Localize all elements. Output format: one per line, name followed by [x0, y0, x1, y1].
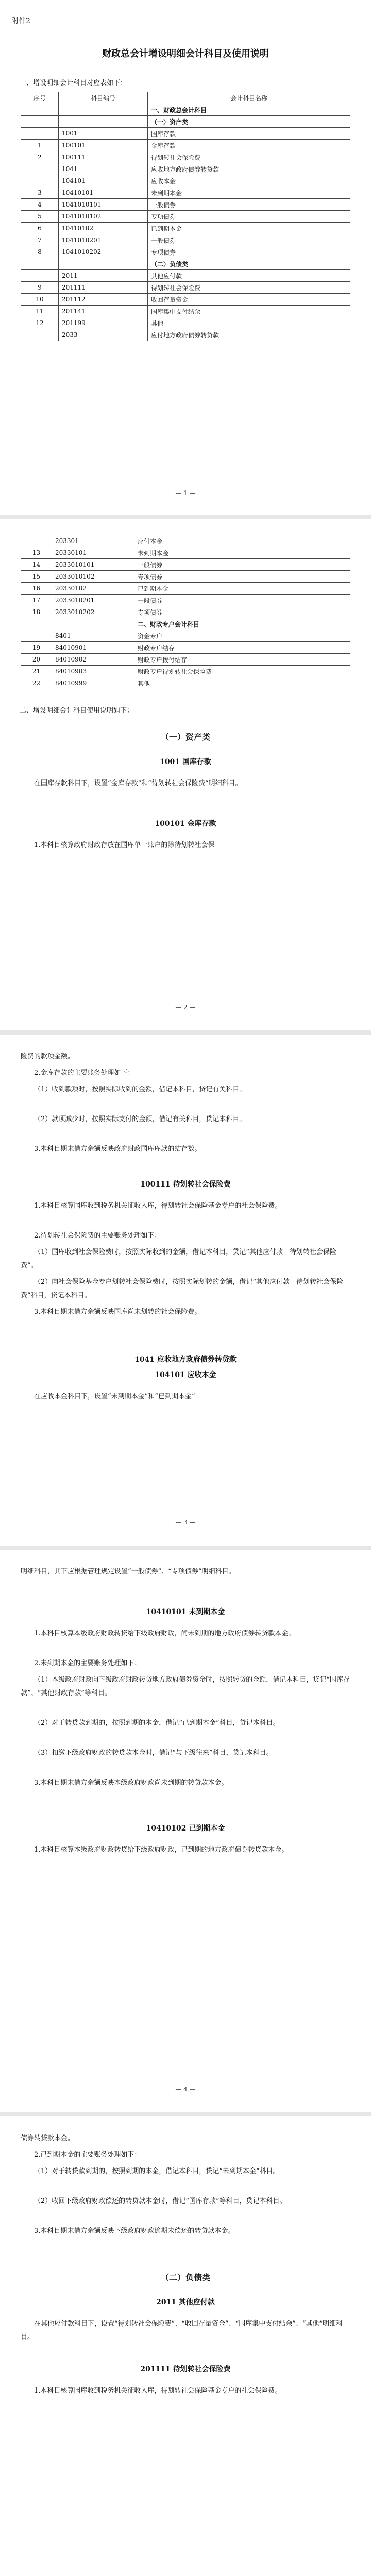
cell-code: 201111 [59, 282, 148, 294]
heading-201111: 201111 待划转社会保险费 [140, 2365, 231, 2374]
cell-name: 专项债券 [134, 571, 350, 583]
cell-index: 16 [21, 583, 52, 595]
cell-name: 财政专户拨付结存 [134, 654, 350, 666]
cell-index: 9 [21, 282, 59, 294]
page-number: — 1 — [175, 489, 196, 497]
cell-index: 20 [21, 654, 52, 666]
cell-code: 2033010202 [52, 606, 134, 618]
table-row [21, 547, 350, 559]
paragraph: （2）向社会保险基金专户划转社会保险费时，按照实际划转的金额，借记“其他应付款—待划转社会保险费”科目，贷记本科目。 [21, 1278, 343, 1299]
paragraph: 1.本科目核算国库收到税务机关征收入库，待划转社会保险基金专户的社会保险费。 [34, 1202, 282, 1210]
paragraph: 1.本科目核算本级政府财政转贷给下级政府财政，尚未到期的地方政府债券转贷款本金。 [34, 1630, 295, 1637]
cell-name: 未到期本金 [134, 547, 350, 559]
cell-index: 12 [21, 317, 59, 329]
cell-code [52, 618, 134, 630]
table-row [21, 199, 350, 211]
table-row [21, 606, 350, 618]
cell-code: 84010901 [52, 642, 134, 654]
cell-code: 1041010201 [59, 234, 148, 246]
cell-index: 8 [21, 246, 59, 258]
attachment-label: 附件2 [11, 17, 30, 25]
cell-name: 其他 [134, 677, 350, 689]
cell-index: 21 [21, 666, 52, 677]
cell-code: 201112 [59, 294, 148, 306]
cell-index: 11 [21, 306, 59, 317]
col-header: 科目编号 [59, 92, 148, 104]
cell-code: 2011 [59, 270, 148, 282]
cell-name: 一般债券 [134, 559, 350, 571]
cell-code: 1041010102 [59, 211, 148, 223]
cell-name: 收回存量资金 [148, 294, 350, 306]
cell-name: 其他 [148, 317, 350, 329]
cell-name: 已到期本金 [134, 583, 350, 595]
cell-index [21, 104, 59, 116]
cell-name: 金库存款 [148, 140, 350, 151]
heading-10410101: 10410101 未到期本金 [146, 1608, 225, 1616]
cell-name: 资金专户 [134, 630, 350, 642]
cell-name: 专项债券 [148, 211, 350, 223]
heading-2011: 2011 其他应付款 [156, 2298, 215, 2307]
paragraph: 2.未到期本金的主要账务处理如下： [34, 1659, 141, 1667]
doc-title: 财政总会计增设明细会计科目及使用说明 [102, 48, 269, 59]
paragraph: （1）收到款项时，按照实际收到的金额，借记本科目，贷记有关科目。 [34, 1086, 246, 1093]
cell-name: 专项债券 [134, 606, 350, 618]
cell-index: 4 [21, 199, 59, 211]
cell-name: 一般债券 [134, 595, 350, 606]
cell-index: 2 [21, 151, 59, 163]
heading-assets: （一）资产类 [160, 732, 210, 742]
paragraph: （1）国库收到社会保险费时，按照实际收到的金额，借记本科目，贷记“其他应付款—待划转社会保险费”。 [21, 1248, 336, 1269]
cell-name: 应付本金 [134, 535, 350, 547]
cell-code [59, 104, 148, 116]
table-row [21, 246, 350, 258]
table-row [21, 583, 350, 595]
cell-name: 国库存款 [148, 128, 350, 140]
cell-index: 17 [21, 595, 52, 606]
page-separator [0, 1546, 371, 1550]
cell-name: 待划转社会保险费 [148, 151, 350, 163]
heading-100101: 100101 金库存款 [155, 820, 216, 828]
cell-index: 10 [21, 294, 59, 306]
table-row [21, 677, 350, 689]
table-row [21, 559, 350, 571]
cell-name: 其他应付款 [148, 270, 350, 282]
paragraph: （2）收回下级政府财政偿还的转贷款本金时，借记“国库存款”等科目，贷记本科目。 [34, 2197, 286, 2205]
paragraph: 险费的款项金额。 [21, 1053, 75, 1060]
cell-index [21, 329, 59, 341]
subject-table-1 [21, 92, 350, 341]
cell-code: 2033010101 [52, 559, 134, 571]
cell-code: 1041010202 [59, 246, 148, 258]
cell-name: 国库集中支付结余 [148, 306, 350, 317]
table-row [21, 151, 350, 163]
table-row [21, 329, 350, 341]
paragraph: 在应收本金科目下，设置“未到期本金”和“已到期本金” [34, 1393, 195, 1400]
cell-code: 2033010201 [52, 595, 134, 606]
cell-name: 待划转社会保险费 [148, 282, 350, 294]
heading-1041: 1041 应收地方政府债券转贷款 [134, 1355, 237, 1364]
table-row [21, 294, 350, 306]
cell-name: 应付地方政府债券转贷款 [148, 329, 350, 341]
cell-index: 13 [21, 547, 52, 559]
cell-code: 84010903 [52, 666, 134, 677]
cell-code: 84010902 [52, 654, 134, 666]
paragraph: （2）款项减少时，按照实际支付的金额，借记有关科目，贷记本科目。 [34, 1115, 246, 1123]
table-row [21, 666, 350, 677]
cell-index [21, 630, 52, 642]
cell-index: 15 [21, 571, 52, 583]
section-heading-2: 二、增设明细会计科目使用说明如下： [20, 707, 134, 715]
cell-index: 3 [21, 187, 59, 199]
cell-name: 一般债券 [148, 199, 350, 211]
cell-index: 6 [21, 223, 59, 234]
page-separator [0, 515, 371, 519]
table-row [21, 306, 350, 317]
col-header: 序号 [21, 92, 59, 104]
cell-code: 100111 [59, 151, 148, 163]
page-5 [0, 2116, 371, 2576]
cell-index: 14 [21, 559, 52, 571]
table-row [21, 128, 350, 140]
cell-index: 19 [21, 642, 52, 654]
table-row [21, 571, 350, 583]
cell-index [21, 116, 59, 128]
paragraph: 1.本科目核算政府财政存放在国库单一账户的除待划转社会保 [34, 841, 215, 849]
table-row [21, 282, 350, 294]
table-row [21, 211, 350, 223]
heading-10410102: 10410102 已到期本金 [146, 1824, 225, 1833]
cell-code: 201141 [59, 306, 148, 317]
cell-name: 应收地方政府债券转贷款 [148, 163, 350, 175]
cell-code: 10410102 [59, 223, 148, 234]
paragraph: （1）本级政府财政向下级政府财政转贷地方政府债券资金时，按照转贷的金额，借记本科目，贷记“国库存款”、“其他财政存款”等科目。 [21, 1676, 350, 1697]
paragraph: 3.本科目期末借方余额反映下级政府财政逾期未偿还的转贷款本金。 [34, 2227, 235, 2235]
cell-code: 84010999 [52, 677, 134, 689]
paragraph: 2.待划转社会保险费的主要账务处理如下： [34, 1232, 161, 1240]
cell-code: 104101 [59, 175, 148, 187]
table-row [21, 223, 350, 234]
paragraph: 在国库存款科目下，设置“金库存款”和“待划转社会保险费”明细科目。 [34, 779, 242, 787]
cell-index [21, 258, 59, 270]
cell-index [21, 175, 59, 187]
cell-code: 201199 [59, 317, 148, 329]
cell-code: 20330101 [52, 547, 134, 559]
cell-code: 20330102 [52, 583, 134, 595]
cell-code: 10410101 [59, 187, 148, 199]
subject-table-2 [21, 535, 350, 689]
paragraph: 债券转贷款本金。 [21, 2134, 75, 2142]
cell-name: （一）资产类 [148, 116, 350, 128]
paragraph: 1.本科目核算本级政府财政转贷给下级政府财政，已到期的地方政府债券转贷款本金。 [34, 1846, 289, 1854]
paragraph: 明细科目，其下应根据管理规定设置“一般债券”、“专项债券”明细科目。 [21, 1568, 235, 1575]
table-row [21, 317, 350, 329]
cell-name: 一、财政总会计科目 [148, 104, 350, 116]
table-row [21, 258, 350, 270]
cell-name: 财政专户结存 [134, 642, 350, 654]
cell-index: 18 [21, 606, 52, 618]
section-heading-1: 一、增设明细会计科目对应表如下： [20, 79, 127, 87]
paragraph: 3.本科目期末借方余额反映国库尚未划转的社会保险费。 [34, 1308, 201, 1316]
cell-code: 2033010102 [52, 571, 134, 583]
cell-code: 1041010101 [59, 199, 148, 211]
cell-name: 财政专户待划转社会保险费 [134, 666, 350, 677]
page-4 [0, 1550, 371, 2112]
heading-1001: 1001 国库存款 [160, 758, 211, 766]
paragraph: 1.本科目核算国库收到税务机关征收入库，待划转社会保险基金专户的社会保险费。 [34, 2387, 282, 2395]
paragraph: 2.金库存款的主要账务处理如下： [34, 1069, 134, 1077]
table-row [21, 642, 350, 654]
table-row [21, 187, 350, 199]
table-row [21, 140, 350, 151]
cell-code: 8401 [52, 630, 134, 642]
page-number: — 3 — [175, 1519, 196, 1526]
paragraph: （2）对于转贷款到期的，按照到期的本金，借记“已到期本金”科目，贷记本科目。 [34, 1719, 280, 1727]
table-row [21, 116, 350, 128]
table-row [21, 234, 350, 246]
paragraph: 在其他应付款科目下，设置“待划转社会保险费”、“收回存量资金”、“国库集中支付结余”、“其他”明细科目。 [21, 2320, 343, 2341]
cell-code [59, 258, 148, 270]
paragraph: 3.本科目期末借方余额反映政府财政国库库款的结存数。 [34, 1145, 201, 1153]
table-row [21, 175, 350, 187]
cell-index: 1 [21, 140, 59, 151]
page-number: — 2 — [175, 1004, 196, 1011]
page-separator [0, 2112, 371, 2116]
cell-name: 应收本金 [148, 175, 350, 187]
page-number: — 4 — [175, 2086, 196, 2093]
cell-index [21, 163, 59, 175]
cell-code: 2033 [59, 329, 148, 341]
col-header: 会计科目名称 [148, 92, 350, 104]
paragraph: （1）对于转贷款到期的，按照到期的本金，借记本科目，贷记“未到期本金”科目。 [34, 2167, 280, 2175]
cell-name: 已到期本金 [148, 223, 350, 234]
page-1 [0, 0, 371, 515]
cell-code: 1001 [59, 128, 148, 140]
cell-index: 7 [21, 234, 59, 246]
cell-name: 一般债券 [148, 234, 350, 246]
table-row [21, 535, 350, 547]
cell-name: 二、财政专户会计科目 [134, 618, 350, 630]
table-row [21, 104, 350, 116]
cell-name: 未到期本金 [148, 187, 350, 199]
cell-code: 1041 [59, 163, 148, 175]
heading-100111: 100111 待划转社会保险费 [140, 1180, 231, 1189]
table-row [21, 654, 350, 666]
table-row [21, 618, 350, 630]
page-separator [0, 1030, 371, 1035]
cell-index [21, 128, 59, 140]
paragraph: 3.本科目期末借方余额反映本级政府财政尚未到期的转贷款本金。 [34, 1779, 228, 1787]
cell-index [21, 535, 52, 547]
cell-index [21, 270, 59, 282]
table-row [21, 163, 350, 175]
heading-liabilities: （二）负债类 [160, 2273, 210, 2282]
cell-code: 203301 [52, 535, 134, 547]
cell-index: 5 [21, 211, 59, 223]
cell-name: 专项债券 [148, 246, 350, 258]
table-row [21, 595, 350, 606]
cell-code: 100101 [59, 140, 148, 151]
cell-code [59, 116, 148, 128]
paragraph: （3）扣缴下级政府财政的转贷款本金时，借记“与下级往来”科目，贷记本科目。 [34, 1749, 273, 1757]
heading-104101: 104101 应收本金 [155, 1371, 216, 1379]
page-3 [0, 1035, 371, 1546]
table-row [21, 270, 350, 282]
cell-index: 22 [21, 677, 52, 689]
table-header-row [21, 92, 350, 104]
cell-name: （二）负债类 [148, 258, 350, 270]
page-2 [0, 519, 371, 1030]
paragraph: 2.已到期本金的主要账务处理如下： [34, 2151, 141, 2159]
cell-index [21, 618, 52, 630]
table-row [21, 630, 350, 642]
